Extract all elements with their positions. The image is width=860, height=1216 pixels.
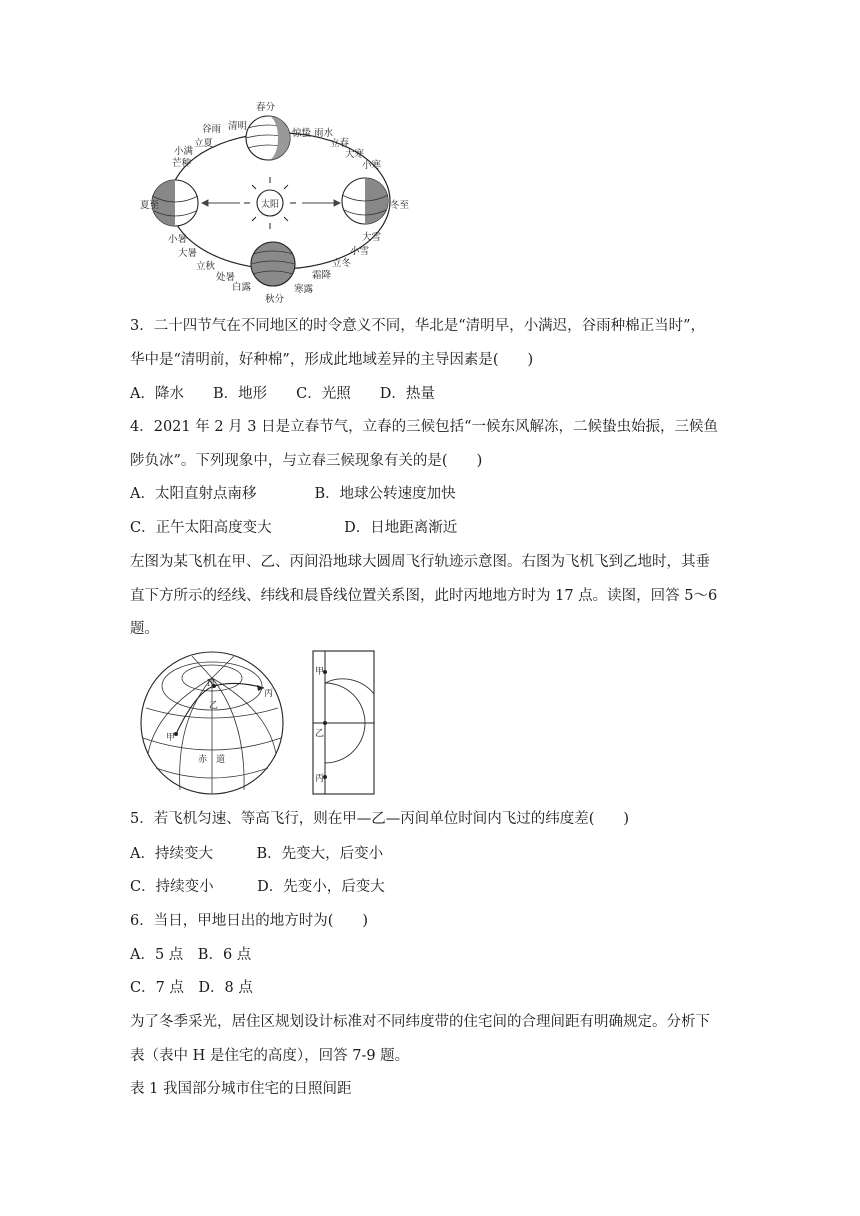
globe-flight-path-diagram bbox=[136, 650, 288, 796]
label-winter-solstice: 冬至 bbox=[390, 200, 410, 211]
longitude-latitude-terminator-diagram bbox=[312, 650, 376, 796]
q6-options-row1: A．5 点 B．6 点 bbox=[130, 947, 252, 963]
label-summer-solstice: 夏至 bbox=[140, 200, 160, 211]
sun bbox=[244, 177, 296, 229]
label-term: 霜降 bbox=[312, 270, 332, 281]
q6-stem: 6．当日，甲地日出的地方时为( ) bbox=[130, 913, 369, 929]
label-term: 谷雨 bbox=[202, 124, 222, 135]
intro-7-9-line2: 表（表中 H 是住宅的高度），回答 7-9 题。 bbox=[130, 1048, 410, 1064]
label-bing: 丙 bbox=[315, 774, 325, 784]
q3-stem-line1: 3．二十四节气在不同地区的时令意义不同，华北是“清明早，小满迟，谷雨种棉正当时”， bbox=[130, 318, 706, 334]
label-term: 处暑 bbox=[216, 272, 236, 283]
label-spring-equinox: 春分 bbox=[256, 102, 276, 113]
earth-winter-solstice bbox=[342, 178, 388, 224]
q5-stem: 5．若飞机匀速、等高飞行，则在甲—乙—丙间单位时间内飞过的纬度差( ) bbox=[130, 811, 630, 827]
label-bing: 丙 bbox=[264, 689, 274, 699]
q5-options-row1: A．持续变大 B．先变大，后变小 bbox=[130, 846, 384, 862]
label-term: 白露 bbox=[232, 282, 252, 293]
label-term: 立夏 bbox=[194, 138, 214, 149]
label-term: 立秋 bbox=[196, 261, 216, 272]
q4-options-row2: C．正午太阳高度变大 D．日地距离渐近 bbox=[130, 520, 458, 536]
intro-7-9-line1: 为了冬季采光，居住区规划设计标准对不同纬度带的住宅间的合理间距有明确规定。分析下 bbox=[130, 1014, 710, 1030]
label-jia: 甲 bbox=[166, 733, 176, 743]
table-caption: 表 1 我国部分城市住宅的日照间距 bbox=[130, 1081, 352, 1097]
label-term: 寒露 bbox=[294, 284, 314, 295]
label-term: 雨水 bbox=[314, 128, 334, 139]
label-term: 清明 bbox=[228, 121, 248, 132]
label-yi: 乙 bbox=[209, 701, 219, 711]
label-autumn-equinox: 秋分 bbox=[265, 294, 285, 305]
solar-terms-orbit-diagram bbox=[140, 96, 420, 306]
equator-label: 赤 道 bbox=[198, 755, 226, 765]
label-term: 小满 bbox=[174, 146, 194, 157]
earth-spring-equinox bbox=[246, 116, 290, 160]
q5-options-row2: C．持续变小 D．先变小，后变大 bbox=[130, 879, 385, 895]
label-term: 小雪 bbox=[350, 246, 370, 257]
q6-options-row2: C．7 点 D．8 点 bbox=[130, 980, 253, 996]
intro-5-6-line3: 题。 bbox=[130, 621, 159, 637]
q4-stem-line2: 陟负冰”。下列现象中，与立春三候现象有关的是( ) bbox=[130, 453, 483, 469]
intro-5-6-line2: 直下方所示的经线、纬线和晨昏线位置关系图，此时丙地地方时为 17 点。读图，回答 5～6 bbox=[130, 588, 718, 604]
q4-options-row1: A．太阳直射点南移 B．地球公转速度加快 bbox=[130, 486, 456, 502]
label-term: 惊蛰 bbox=[292, 128, 312, 139]
q4-stem-line1: 4．2021 年 2 月 3 日是立春节气，立春的三候包括“一候东风解冻，二候蛰虫始振，三候鱼 bbox=[130, 419, 719, 435]
q3-stem-line2: 华中是“清明前，好种棉”，形成此地域差异的主导因素是( ) bbox=[130, 352, 534, 368]
label-term: 小暑 bbox=[168, 234, 188, 245]
intro-5-6-line1: 左图为某飞机在甲、乙、丙间沿地球大圆周飞行轨迹示意图。右图为飞机飞到乙地时，其垂 bbox=[130, 554, 710, 570]
q3-options: A．降水 B．地形 C．光照 D．热量 bbox=[130, 386, 435, 402]
label-term: 大暑 bbox=[178, 248, 198, 259]
north-pole-label: N bbox=[207, 679, 215, 689]
label-term: 小寒 bbox=[362, 160, 382, 171]
sun-label: 太阳 bbox=[260, 200, 280, 210]
label-term: 立春 bbox=[330, 138, 350, 149]
label-term: 大寒 bbox=[345, 149, 365, 160]
label-term: 立冬 bbox=[332, 258, 352, 269]
earth-autumn-equinox bbox=[251, 242, 295, 286]
label-term: 芒种 bbox=[172, 158, 192, 169]
label-jia: 甲 bbox=[315, 667, 325, 677]
label-term: 大雪 bbox=[362, 232, 382, 243]
label-yi: 乙 bbox=[315, 729, 325, 739]
